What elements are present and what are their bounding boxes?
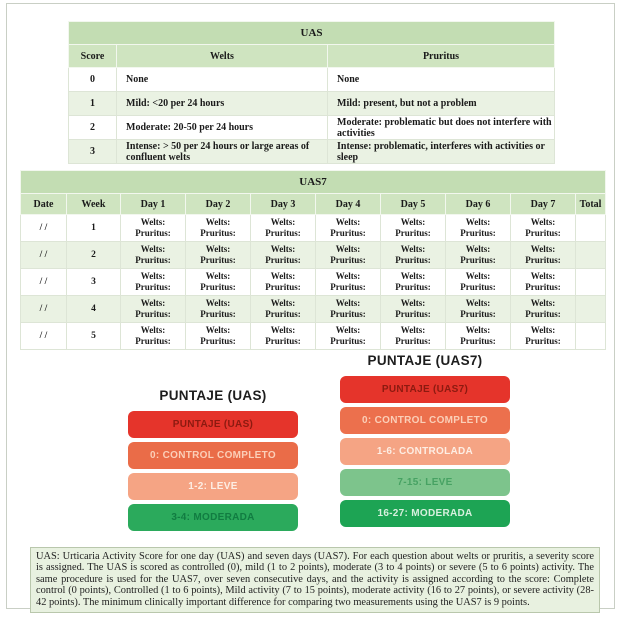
- week-cell: 1: [67, 215, 121, 242]
- uas-table-title: UAS: [69, 22, 555, 45]
- col-header-welts: Welts: [117, 45, 328, 68]
- col-header-day3: Day 3: [251, 194, 316, 215]
- day-cell: Welts: Pruritus:: [381, 296, 446, 323]
- day-cell: Welts: Pruritus:: [511, 323, 576, 350]
- uas7-table-title-row: [21, 171, 606, 194]
- table-row: [21, 296, 606, 323]
- day-cell: Welts: Pruritus:: [251, 323, 316, 350]
- day-cell: Welts: Pruritus:: [186, 323, 251, 350]
- day-cell: Welts: Pruritus:: [121, 269, 186, 296]
- uas-table-title-row: [69, 22, 555, 45]
- uas7-table-title: UAS7: [21, 171, 606, 194]
- day-cell: Welts: Pruritus:: [251, 242, 316, 269]
- week-cell: 5: [67, 323, 121, 350]
- day-cell: Welts: Pruritus:: [381, 269, 446, 296]
- week-cell: 4: [67, 296, 121, 323]
- day-cell: Welts: Pruritus:: [446, 215, 511, 242]
- col-header-day4: Day 4: [316, 194, 381, 215]
- score-band: 1-6: CONTROLADA: [340, 438, 510, 465]
- week-cell: 3: [67, 269, 121, 296]
- date-cell: / /: [21, 215, 67, 242]
- day-cell: Welts: Pruritus:: [316, 323, 381, 350]
- score-cell: 1: [69, 92, 117, 116]
- total-cell: [576, 242, 606, 269]
- uas7-table: [20, 170, 606, 350]
- total-cell: [576, 323, 606, 350]
- day-cell: Welts: Pruritus:: [511, 242, 576, 269]
- table-row: [21, 242, 606, 269]
- day-cell: Welts: Pruritus:: [121, 323, 186, 350]
- day-cell: Welts: Pruritus:: [446, 323, 511, 350]
- day-cell: Welts: Pruritus:: [316, 242, 381, 269]
- table-row: [69, 92, 555, 116]
- col-header-day6: Day 6: [446, 194, 511, 215]
- col-header-total: Total: [576, 194, 606, 215]
- table-row: [69, 116, 555, 140]
- day-cell: Welts: Pruritus:: [381, 215, 446, 242]
- day-cell: Welts: Pruritus:: [251, 269, 316, 296]
- total-cell: [576, 269, 606, 296]
- day-cell: Welts: Pruritus:: [511, 215, 576, 242]
- score-band: PUNTAJE (UAS): [128, 411, 298, 438]
- score-band: 0: CONTROL COMPLETO: [340, 407, 510, 434]
- score-band: PUNTAJE (UAS7): [340, 376, 510, 403]
- puntaje-uas-title: PUNTAJE (UAS): [159, 388, 267, 403]
- day-cell: Welts: Pruritus:: [186, 215, 251, 242]
- col-header-date: Date: [21, 194, 67, 215]
- date-cell: / /: [21, 269, 67, 296]
- score-band: 0: CONTROL COMPLETO: [128, 442, 298, 469]
- col-header-day2: Day 2: [186, 194, 251, 215]
- score-band: 1-2: LEVE: [128, 473, 298, 500]
- score-cell: 0: [69, 68, 117, 92]
- score-band: 16-27: MODERADA: [340, 500, 510, 527]
- day-cell: Welts: Pruritus:: [511, 296, 576, 323]
- day-cell: Welts: Pruritus:: [251, 296, 316, 323]
- table-row: [69, 68, 555, 92]
- day-cell: Welts: Pruritus:: [316, 296, 381, 323]
- day-cell: Welts: Pruritus:: [186, 296, 251, 323]
- welts-cell: Moderate: 20-50 per 24 hours: [117, 116, 328, 140]
- day-cell: Welts: Pruritus:: [446, 269, 511, 296]
- uas-table-header-row: [69, 45, 555, 68]
- day-cell: Welts: Pruritus:: [381, 242, 446, 269]
- table-row: [21, 269, 606, 296]
- pruritus-cell: None: [328, 68, 555, 92]
- day-cell: Welts: Pruritus:: [251, 215, 316, 242]
- score-band: 7-15: LEVE: [340, 469, 510, 496]
- day-cell: Welts: Pruritus:: [121, 215, 186, 242]
- day-cell: Welts: Pruritus:: [186, 242, 251, 269]
- day-cell: Welts: Pruritus:: [381, 323, 446, 350]
- pruritus-cell: Mild: present, but not a problem: [328, 92, 555, 116]
- table-row: [21, 215, 606, 242]
- puntaje-uas-list: [128, 388, 298, 535]
- day-cell: Welts: Pruritus:: [446, 296, 511, 323]
- date-cell: / /: [21, 323, 67, 350]
- welts-cell: Mild: <20 per 24 hours: [117, 92, 328, 116]
- col-header-score: Score: [69, 45, 117, 68]
- day-cell: Welts: Pruritus:: [121, 242, 186, 269]
- pruritus-cell: Moderate: problematic but does not interfere with activities: [328, 116, 555, 140]
- day-cell: Welts: Pruritus:: [316, 269, 381, 296]
- day-cell: Welts: Pruritus:: [186, 269, 251, 296]
- table-row: [21, 323, 606, 350]
- col-header-day5: Day 5: [381, 194, 446, 215]
- day-cell: Welts: Pruritus:: [316, 215, 381, 242]
- day-cell: Welts: Pruritus:: [446, 242, 511, 269]
- week-cell: 2: [67, 242, 121, 269]
- score-cell: 2: [69, 116, 117, 140]
- pruritus-cell: Intense: problematic, interferes with activities or sleep: [328, 140, 555, 164]
- col-header-week: Week: [67, 194, 121, 215]
- day-cell: Welts: Pruritus:: [121, 296, 186, 323]
- score-cell: 3: [69, 140, 117, 164]
- col-header-day7: Day 7: [511, 194, 576, 215]
- score-band: 3-4: MODERADA: [128, 504, 298, 531]
- welts-cell: None: [117, 68, 328, 92]
- total-cell: [576, 215, 606, 242]
- col-header-day1: Day 1: [121, 194, 186, 215]
- col-header-pruritus: Pruritus: [328, 45, 555, 68]
- date-cell: / /: [21, 242, 67, 269]
- total-cell: [576, 296, 606, 323]
- uas7-table-header-row: [21, 194, 606, 215]
- table-row: [69, 140, 555, 164]
- figure-legend: UAS: Urticaria Activity Score for one day (UAS) and seven days (UAS7). For each question about welts or pruritis, a severity score is assigned. The UAS is scored as controlled (0), mild (1 to 2 points), moderate (3 to 4 points) or severe (5 to 6 points) activity. The same procedure is used for the UAS7, over seven consecutive days, and the activity is assigned according to the score: Complete control (0 points), Controlled (1 to 6 points), Mild activity (7 to 15 points), moderate activity (16 to 27 points), or severe activity (28-42 points). The minimum clinically important difference for comparing two measurements using the UAS7 is 9 points.: [30, 547, 600, 613]
- welts-cell: Intense: > 50 per 24 hours or large areas of confluent welts: [117, 140, 328, 164]
- date-cell: / /: [21, 296, 67, 323]
- puntaje-uas7-list: [340, 353, 510, 531]
- day-cell: Welts: Pruritus:: [511, 269, 576, 296]
- puntaje-uas7-title: PUNTAJE (UAS7): [367, 353, 483, 368]
- uas-table: [68, 21, 555, 164]
